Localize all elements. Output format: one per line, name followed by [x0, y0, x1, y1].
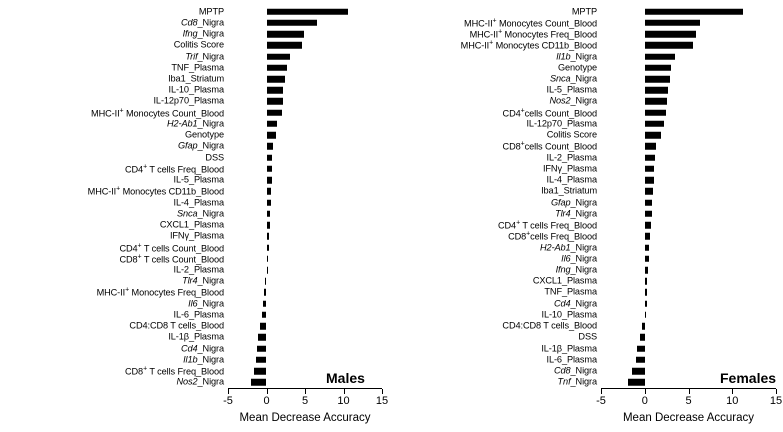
bar: [645, 211, 652, 218]
bar-row: [173, 39, 382, 51]
bar: [645, 267, 648, 274]
bar-row: [169, 230, 382, 242]
bar-row: [464, 17, 776, 29]
bar-row: [173, 309, 382, 320]
bar: [267, 211, 271, 218]
bar-row: [173, 196, 382, 208]
bar: [267, 109, 282, 116]
bar-category-label: Il6_Nigra: [188, 298, 224, 309]
bar-row: [544, 286, 776, 298]
bar-row: [526, 118, 776, 129]
bar-row: [183, 354, 382, 365]
bar-row: [556, 50, 776, 62]
bar: [645, 278, 648, 285]
bar-category-label: CD8+ T cells Freq_Blood: [124, 365, 224, 377]
bar-category-label: MHC-II+ Monocytes Freq_Blood: [469, 28, 597, 40]
bar: [263, 300, 266, 307]
x-tick-label: 15: [375, 395, 389, 407]
bar-row: [185, 50, 382, 62]
bar: [267, 177, 272, 184]
bar-row: [542, 163, 776, 174]
bar-category-label: Cd4_Nigra: [553, 298, 597, 309]
bar-category-label: Gfap_Nigra: [551, 196, 597, 207]
bar-row: [96, 286, 382, 298]
bar-category-label: IL-6_Plasma: [173, 309, 224, 320]
x-tick-label: 10: [337, 395, 350, 407]
bar-category-label: Colitis Score: [173, 39, 224, 50]
bar-row: [555, 264, 776, 275]
bar-category-label: IL-2_Plasma: [173, 264, 224, 275]
bar-category-label: Tlr4_Nigra: [182, 275, 224, 286]
bar-category-label: IL-5_Plasma: [546, 84, 597, 95]
bar-category-label: CD8+cells Count_Blood: [502, 140, 597, 152]
bar-category-label: IL-10_Plasma: [168, 84, 224, 95]
x-tick-label: -5: [223, 395, 233, 407]
bar-category-label: MHC-II+ Monocytes Count_Blood: [464, 17, 597, 29]
bar-row: [173, 264, 382, 275]
bar: [267, 233, 270, 240]
bar-category-label: IL-1β_Plasma: [541, 343, 597, 354]
bar: [645, 65, 671, 72]
bar-category-label: TNF_Plasma: [171, 62, 224, 73]
bar: [645, 300, 647, 307]
bar-row: [546, 354, 776, 365]
panel-label-females: Females: [720, 370, 777, 386]
bar: [645, 76, 670, 83]
panel-label-males: Males: [326, 370, 365, 386]
bar-category-label: MHC-II+ Monocytes CD11b_Blood: [87, 185, 224, 197]
bar-row: [502, 320, 776, 332]
bar-category-label: Il1b_Nigra: [556, 50, 597, 61]
bar-category-label: IL-2_Plasma: [546, 152, 597, 163]
bar-row: [182, 275, 382, 287]
bar-row: [546, 174, 776, 186]
x-tick: [382, 389, 383, 394]
bar: [265, 278, 267, 285]
bar: [256, 357, 267, 364]
bar: [262, 312, 267, 319]
bar-category-label: CD4:CD8 T cells_Blood: [129, 320, 224, 331]
panel-females: [392, 0, 783, 432]
bar-row: [173, 174, 382, 186]
bar: [645, 222, 651, 229]
x-tick: [601, 389, 602, 394]
bar-row: [578, 331, 776, 343]
bar-row: [176, 208, 382, 219]
bar-category-label: CD4+ T cells Freq_Blood: [497, 219, 597, 231]
bar: [267, 132, 276, 139]
x-tick-label: 10: [726, 395, 739, 407]
bar: [267, 143, 273, 150]
bar-category-label: CD4+cells Count_Blood: [502, 107, 597, 119]
bar-category-label: Ifng_Nigra: [182, 28, 224, 39]
bar-category-label: Iba1_Striatum: [168, 73, 224, 84]
bar-category-label: IFNγ_Plasma: [169, 230, 224, 241]
bar-category-label: Gfap_Nigra: [178, 140, 224, 151]
bar: [258, 334, 266, 341]
bar: [267, 42, 302, 49]
x-tick-label: -5: [596, 395, 606, 407]
bar-row: [546, 152, 776, 163]
bar-row: [546, 84, 776, 96]
x-axis-ticks-females: [596, 389, 783, 409]
x-tick: [344, 389, 345, 394]
bar-category-label: CD8+ T cells Count_Blood: [119, 253, 224, 265]
x-axis-title-males: Mean Decrease Accuracy: [239, 412, 371, 424]
bar: [267, 98, 283, 105]
bar-category-label: IL-10_Plasma: [541, 309, 597, 320]
bar-row: [159, 219, 382, 230]
x-tick: [645, 389, 646, 394]
bar: [645, 109, 666, 116]
bar-category-label: Cd4_Nigra: [180, 343, 224, 354]
bar: [267, 87, 284, 94]
bar-category-label: CXCL1_Plasma: [159, 219, 224, 230]
bar-row: [541, 343, 776, 354]
bar: [267, 188, 272, 195]
bar: [264, 289, 267, 296]
x-tick-label: 0: [641, 395, 648, 407]
bar: [267, 76, 285, 83]
bar: [636, 357, 645, 364]
x-axis-ticks-males: [223, 389, 389, 409]
bar-row: [87, 185, 382, 197]
bar-category-label: TNF_Plasma: [544, 286, 597, 297]
bar-category-label: Cd8_Nigra: [553, 365, 597, 376]
bar: [645, 177, 654, 184]
bar: [645, 53, 676, 60]
bar-rows-males: [87, 6, 382, 388]
bar-row: [178, 140, 382, 152]
bar-category-label: Iba1_Striatum: [541, 185, 597, 196]
bar-category-label: CD8+cells Freq_Blood: [508, 230, 597, 242]
bar-category-label: MHC-II+ Monocytes Freq_Blood: [96, 286, 224, 298]
bar-row: [460, 39, 776, 51]
bar-row: [168, 73, 382, 84]
bar-row: [469, 28, 776, 40]
bar: [254, 368, 266, 375]
bar-row: [539, 241, 776, 253]
x-tick: [228, 389, 229, 394]
bar-category-label: Il1b_Nigra: [183, 354, 224, 365]
bar: [628, 379, 645, 386]
bar-row: [119, 241, 382, 253]
bar: [257, 345, 266, 352]
bar-category-label: IL-1β_Plasma: [168, 331, 224, 342]
bar-row: [502, 140, 776, 152]
bar-category-label: H2-Ab1_Nigra: [539, 241, 597, 252]
bar-row: [546, 129, 776, 141]
bar-category-label: IFNγ_Plasma: [542, 163, 597, 174]
bar: [632, 368, 645, 375]
bar: [645, 132, 662, 139]
bar: [267, 8, 349, 15]
bar: [251, 379, 266, 386]
bar-category-label: Il6_Nigra: [561, 253, 597, 264]
bar-row: [182, 28, 382, 39]
bar: [645, 166, 655, 173]
bar-rows-females: [460, 6, 776, 388]
x-tick-label: 5: [301, 395, 309, 407]
bar-category-label: CD4+ T cells Count_Blood: [119, 241, 224, 253]
bar-category-label: Colitis Score: [546, 129, 597, 140]
bar-category-label: Genotype: [557, 62, 597, 73]
bar-row: [551, 196, 776, 208]
bar-category-label: IL-12p70_Plasma: [153, 95, 224, 106]
bar: [645, 87, 669, 94]
bar-row: [205, 152, 382, 163]
bar-category-label: IL-4_Plasma: [546, 174, 597, 185]
bar-row: [555, 208, 776, 219]
bar: [645, 199, 652, 206]
bar: [645, 42, 693, 49]
bar-row: [171, 62, 382, 73]
bar-row: [557, 62, 776, 73]
bar-category-label: DSS: [205, 152, 224, 163]
bar: [267, 222, 270, 229]
bar-row: [184, 129, 382, 141]
bar-row: [188, 298, 382, 309]
bar-row: [541, 309, 776, 320]
bar: [645, 8, 743, 15]
x-tick-label: 5: [685, 395, 692, 407]
bar-row: [124, 163, 382, 175]
bar: [267, 267, 268, 274]
bar: [637, 345, 645, 352]
bar-category-label: Tlr4_Nigra: [555, 208, 597, 219]
bar: [260, 323, 267, 330]
bar-category-label: IL-12p70_Plasma: [526, 118, 597, 129]
bar-category-label: Genotype: [184, 129, 224, 140]
bar-category-label: Nos2_Nigra: [549, 95, 597, 106]
bar-row: [571, 6, 776, 17]
bar-row: [198, 6, 382, 17]
bar-row: [561, 253, 776, 264]
bar-row: [549, 95, 776, 107]
bar-row: [549, 73, 776, 84]
bar: [645, 256, 649, 263]
bar: [267, 166, 272, 173]
bar-category-label: IL-4_Plasma: [173, 196, 224, 207]
x-tick: [732, 389, 733, 394]
bar: [267, 20, 318, 27]
bar: [267, 53, 290, 60]
bar: [645, 188, 653, 195]
bar-row: [541, 185, 776, 197]
bar-category-label: MPTP: [571, 6, 597, 17]
plot-area-females: [392, 0, 783, 432]
bar-row: [497, 219, 776, 231]
bar-row: [166, 118, 382, 129]
bar-row: [553, 298, 776, 309]
x-axis-title-females: Mean Decrease Accuracy: [622, 412, 755, 424]
bar-row: [532, 275, 776, 287]
bar-row: [180, 343, 382, 354]
bar-category-label: Tnf_Nigra: [557, 376, 597, 387]
bar: [267, 256, 269, 263]
bar-category-label: MHC-II+ Monocytes Count_Blood: [91, 107, 224, 119]
x-tick: [689, 389, 690, 394]
bar-row: [502, 107, 776, 119]
bar: [645, 289, 647, 296]
bar-row: [129, 320, 382, 332]
bar: [645, 20, 700, 27]
bar-category-label: CXCL1_Plasma: [532, 275, 597, 286]
bar: [645, 233, 650, 240]
bar-row: [180, 17, 382, 28]
bar: [267, 121, 278, 128]
bar: [645, 143, 656, 150]
bar-category-label: Trif_Nigra: [185, 50, 224, 61]
bar: [267, 65, 288, 72]
x-tick-label: 15: [769, 395, 783, 407]
bar-category-label: CD4:CD8 T cells_Blood: [502, 320, 597, 331]
bar-category-label: Cd8_Nigra: [180, 17, 224, 28]
bar: [645, 244, 649, 251]
bar-category-label: IL-5_Plasma: [173, 174, 224, 185]
bar: [267, 31, 305, 38]
bar: [267, 154, 273, 161]
bar-category-label: CD4+ T cells Freq_Blood: [124, 163, 224, 175]
bar: [645, 121, 664, 128]
bar-category-label: DSS: [578, 331, 597, 342]
bar-category-label: MHC-II+ Monocytes CD11b_Blood: [460, 39, 597, 51]
x-tick: [305, 389, 306, 394]
bar-category-label: IL-6_Plasma: [546, 354, 597, 365]
bar: [645, 154, 656, 161]
bar-row: [153, 95, 382, 107]
x-tick: [267, 389, 268, 394]
bar: [640, 334, 645, 341]
bar: [645, 98, 667, 105]
bar-row: [91, 107, 382, 119]
bar-row: [168, 84, 382, 96]
bar-row: [168, 331, 382, 343]
bar: [645, 31, 697, 38]
bar-category-label: MPTP: [198, 6, 224, 17]
bar-category-label: Ifng_Nigra: [555, 264, 597, 275]
bar: [645, 312, 646, 319]
bar: [267, 199, 271, 206]
bar: [267, 244, 269, 251]
x-tick-label: 0: [263, 395, 270, 407]
bar-row: [119, 253, 382, 265]
bar-row: [508, 230, 776, 242]
bar-category-label: Snca_Nigra: [549, 73, 597, 84]
x-tick: [776, 389, 777, 394]
bar-category-label: Nos2_Nigra: [176, 376, 224, 387]
bar-category-label: H2-Ab1_Nigra: [166, 118, 224, 129]
bar-category-label: Snca_Nigra: [176, 208, 224, 219]
bar: [642, 323, 645, 330]
